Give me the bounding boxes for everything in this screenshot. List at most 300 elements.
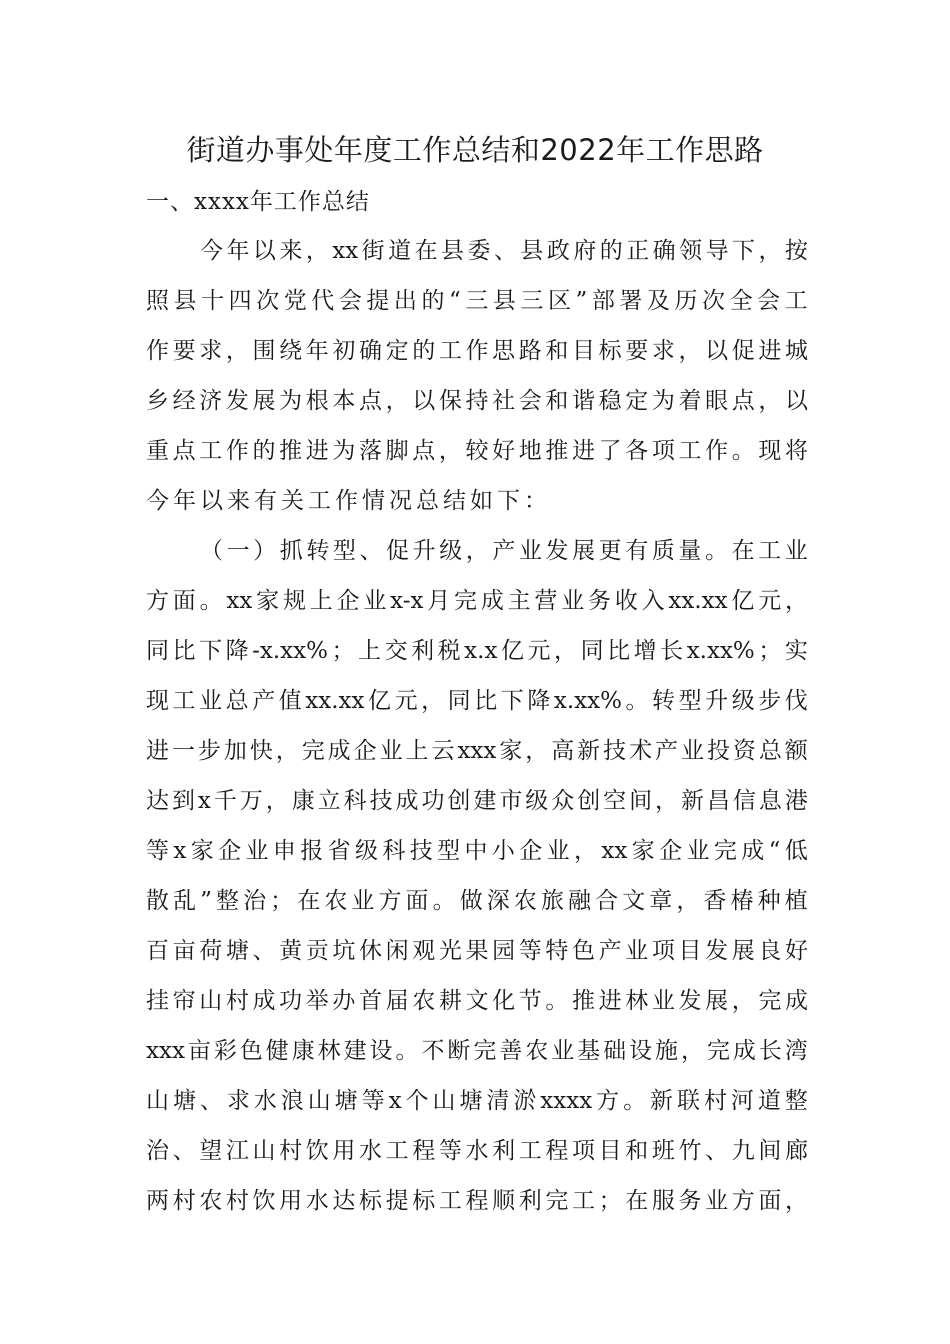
glyph: 提 — [366, 288, 390, 314]
glyph: 求 — [199, 338, 223, 364]
glyph: 亩 — [187, 1038, 211, 1064]
paragraph-line — [146, 826, 808, 876]
glyph: 业 — [518, 538, 542, 564]
glyph: 历 — [674, 288, 698, 314]
glyph: ， — [525, 738, 549, 764]
glyph: 降 — [225, 638, 249, 664]
glyph: ） — [253, 538, 277, 564]
paragraph-line — [146, 276, 808, 326]
glyph: 成 — [395, 788, 419, 814]
glyph: 伐 — [784, 688, 808, 714]
glyph: 好 — [492, 438, 516, 464]
glyph: 深 — [486, 888, 510, 914]
glyph: 展 — [705, 988, 729, 1014]
glyph: 的 — [412, 338, 436, 364]
glyph: 脚 — [385, 438, 409, 464]
glyph: 村 — [225, 988, 249, 1014]
glyph: 椿 — [730, 888, 754, 914]
glyph: ； — [331, 638, 355, 664]
glyph: 报 — [300, 838, 324, 864]
glyph: 基 — [577, 1038, 601, 1064]
glyph: ” — [575, 288, 588, 314]
glyph: 家 — [190, 838, 214, 864]
glyph: 推 — [279, 438, 303, 464]
glyph: 十 — [201, 288, 225, 314]
glyph: 完 — [473, 1038, 497, 1064]
glyph: ， — [225, 338, 249, 364]
glyph: 山 — [252, 1138, 276, 1164]
glyph: 完 — [545, 1188, 569, 1214]
glyph: 交 — [384, 638, 408, 664]
glyph: 党 — [283, 288, 307, 314]
glyph: 府 — [573, 238, 597, 264]
glyph: 领 — [679, 238, 703, 264]
glyph: ， — [573, 838, 597, 864]
glyph: 作 — [225, 438, 249, 464]
glyph: 为 — [651, 388, 675, 414]
glyph: 展 — [572, 538, 596, 564]
glyph: 村 — [703, 1088, 727, 1114]
glyph: 良 — [758, 938, 782, 964]
glyph: 术 — [629, 738, 653, 764]
glyph: 目 — [678, 938, 702, 964]
glyph: 额 — [784, 738, 808, 764]
glyph: 确 — [359, 338, 382, 364]
glyph: 做 — [459, 888, 483, 914]
glyph: 廊 — [785, 1138, 808, 1164]
glyph: 九 — [731, 1138, 755, 1164]
glyph: 信 — [732, 788, 756, 814]
glyph: 和 — [545, 338, 569, 364]
glyph: ， — [265, 788, 289, 814]
glyph: 定 — [385, 338, 409, 364]
glyph: ； — [270, 888, 294, 914]
glyph: 产 — [655, 738, 679, 764]
glyph: 技 — [369, 788, 393, 814]
glyph: 湾 — [784, 1038, 808, 1064]
glyph: 观 — [412, 938, 436, 964]
glyph: 步 — [197, 738, 221, 764]
glyph: 成 — [732, 1038, 756, 1064]
glyph: ， — [305, 238, 329, 264]
glyph: “ — [768, 838, 781, 864]
glyph: 届 — [385, 988, 409, 1014]
glyph: 方 — [596, 1088, 620, 1114]
glyph: 质 — [651, 538, 675, 564]
glyph: 及 — [646, 288, 670, 314]
glyph: 企 — [336, 588, 360, 614]
glyph: 升 — [705, 688, 729, 714]
glyph: 进 — [572, 438, 595, 464]
glyph: 道 — [388, 238, 412, 264]
glyph: ； — [598, 1188, 622, 1214]
glyph: 塘 — [172, 1088, 196, 1114]
glyph: 康 — [291, 1038, 315, 1064]
glyph: 好 — [785, 938, 808, 964]
glyph: 务 — [588, 588, 612, 614]
glyph: 城 — [785, 338, 808, 364]
glyph: 浪 — [280, 1088, 304, 1114]
glyph: 。 — [704, 538, 728, 564]
glyph: 竹 — [678, 1138, 702, 1164]
glyph: 息 — [758, 788, 782, 814]
glyph: 县 — [441, 238, 465, 264]
glyph: 新 — [577, 738, 601, 764]
glyph: 稳 — [598, 388, 622, 414]
glyph: 入 — [641, 588, 665, 614]
glyph: 面 — [405, 888, 429, 914]
glyph: 有 — [625, 538, 649, 564]
glyph: 科 — [382, 838, 406, 864]
glyph: 成 — [741, 838, 765, 864]
glyph: ， — [421, 688, 445, 714]
glyph: 耕 — [438, 988, 462, 1014]
glyph: 导 — [705, 238, 729, 264]
glyph: 总 — [758, 738, 782, 764]
glyph: 路 — [518, 338, 542, 364]
glyph: 亿 — [731, 588, 755, 614]
glyph: 推 — [545, 438, 569, 464]
glyph: 产 — [492, 538, 516, 564]
paragraph-line — [146, 776, 808, 826]
glyph: 文 — [622, 888, 646, 914]
glyph: 散 — [146, 888, 169, 914]
glyph: 申 — [272, 838, 296, 864]
glyph: 低 — [784, 838, 808, 864]
glyph: 了 — [598, 438, 622, 464]
glyph: 业 — [546, 838, 570, 864]
glyph: 业 — [705, 1188, 729, 1214]
glyph: xx.xx — [305, 688, 365, 714]
glyph: 较 — [465, 438, 489, 464]
glyph: 发 — [225, 388, 249, 414]
glyph: 完 — [301, 738, 325, 764]
glyph: 年 — [305, 338, 329, 364]
glyph: 完 — [758, 988, 782, 1014]
glyph: 级 — [354, 838, 378, 864]
glyph: 高 — [551, 738, 575, 764]
glyph: ， — [655, 788, 679, 814]
glyph: 文 — [465, 988, 489, 1014]
glyph: 三 — [465, 288, 489, 314]
glyph: 等 — [146, 838, 169, 864]
glyph: 投 — [706, 738, 730, 764]
glyph: ； — [758, 638, 782, 664]
glyph: 要 — [172, 338, 196, 364]
glyph: 利 — [518, 1188, 542, 1214]
glyph: 香 — [703, 888, 727, 914]
glyph: 果 — [465, 938, 489, 964]
glyph: 饮 — [305, 1138, 329, 1164]
glyph: 种 — [757, 888, 781, 914]
glyph: 上 — [405, 738, 429, 764]
glyph: 挂 — [146, 988, 169, 1014]
glyph: 工 — [385, 1138, 409, 1164]
glyph: 的 — [252, 438, 276, 464]
glyph: 举 — [305, 988, 329, 1014]
glyph: 家 — [256, 588, 280, 614]
glyph: 农 — [324, 888, 348, 914]
glyph: 林 — [317, 1038, 341, 1064]
glyph: 方 — [731, 1188, 755, 1214]
glyph: 业 — [686, 838, 710, 864]
glyph: 标 — [598, 338, 622, 364]
glyph: 眼 — [705, 388, 729, 414]
glyph: 工 — [199, 438, 223, 464]
glyph: 税 — [437, 638, 461, 664]
glyph: 农 — [199, 1188, 223, 1214]
glyph: 业 — [551, 1038, 575, 1064]
glyph: 长 — [758, 1038, 782, 1064]
glyph: 将 — [785, 438, 808, 464]
glyph: 农 — [513, 888, 537, 914]
glyph: 会 — [757, 288, 781, 314]
glyph: 以 — [785, 388, 808, 414]
glyph: 工 — [172, 688, 196, 714]
section-heading: 一、xxxx年工作总结 — [146, 189, 370, 215]
glyph: 的 — [421, 288, 445, 314]
glyph: 农 — [412, 988, 436, 1014]
glyph: 用 — [332, 1138, 356, 1164]
glyph: ， — [758, 388, 782, 414]
glyph: 初 — [332, 338, 356, 364]
glyph: 完 — [454, 588, 478, 614]
glyph: 业 — [379, 738, 403, 764]
glyph: 年 — [226, 238, 250, 264]
glyph: 持 — [465, 388, 489, 414]
paragraph-line — [146, 626, 808, 676]
glyph: 贡 — [305, 938, 329, 964]
glyph: ， — [275, 738, 299, 764]
glyph: 政 — [546, 238, 570, 264]
glyph: 化 — [492, 988, 516, 1014]
glyph: 下 — [199, 638, 223, 664]
glyph: xxx — [146, 1038, 185, 1064]
glyph: 一 — [226, 538, 250, 564]
glyph: 在 — [625, 1188, 649, 1214]
glyph: 署 — [619, 288, 643, 314]
glyph: 标 — [359, 1188, 382, 1214]
glyph: 间 — [758, 1138, 782, 1164]
glyph: 更 — [598, 538, 622, 564]
glyph: 创 — [577, 788, 601, 814]
glyph: 个 — [405, 1088, 429, 1114]
glyph: 小 — [491, 838, 515, 864]
glyph: 下 — [500, 688, 524, 714]
glyph: xx.xx — [668, 588, 728, 614]
glyph: 等 — [361, 1088, 385, 1114]
glyph: 等 — [518, 938, 542, 964]
glyph: “ — [449, 288, 461, 314]
glyph: 定 — [625, 388, 649, 414]
glyph: 企 — [353, 738, 377, 764]
glyph: 三 — [520, 288, 544, 314]
glyph: 以 — [252, 238, 276, 264]
glyph: 会 — [338, 288, 362, 314]
glyph: 代 — [311, 288, 335, 314]
glyph: 现 — [146, 688, 169, 714]
glyph: 两 — [146, 1188, 169, 1214]
glyph: 章 — [649, 888, 673, 914]
glyph: 帘 — [172, 988, 196, 1014]
glyph: 标 — [412, 1188, 436, 1214]
glyph: 工 — [518, 1138, 542, 1164]
glyph: 加 — [223, 738, 247, 764]
paragraph-line — [200, 226, 808, 276]
paragraph-line — [146, 376, 808, 426]
glyph: 在 — [297, 888, 321, 914]
glyph: 主 — [507, 588, 531, 614]
glyph: 休 — [359, 938, 382, 964]
glyph: 出 — [393, 288, 417, 314]
glyph: 整 — [216, 888, 239, 914]
glyph: 面 — [172, 588, 196, 614]
glyph: 治 — [243, 888, 267, 914]
glyph: 乱 — [173, 888, 197, 914]
paragraph-line — [200, 526, 808, 576]
glyph: 。 — [545, 988, 569, 1014]
glyph: 山 — [146, 1088, 169, 1114]
glyph: 础 — [603, 1038, 627, 1064]
glyph: 节 — [518, 988, 542, 1014]
glyph: 百 — [146, 938, 169, 964]
glyph: 旅 — [540, 888, 564, 914]
paragraph-line — [146, 1126, 808, 1176]
glyph: x — [197, 788, 211, 814]
glyph: 展 — [731, 938, 755, 964]
glyph: 望 — [199, 1138, 223, 1164]
glyph: ， — [554, 638, 578, 664]
glyph: 经 — [172, 388, 196, 414]
glyph: 省 — [327, 838, 351, 864]
glyph: 会 — [518, 388, 542, 414]
glyph: 业 — [245, 838, 269, 864]
paragraph-line — [146, 876, 808, 926]
glyph: 港 — [784, 788, 808, 814]
glyph: 顺 — [492, 1188, 516, 1214]
glyph: 工 — [758, 538, 782, 564]
glyph: 江 — [225, 1138, 249, 1164]
glyph: 次 — [702, 288, 726, 314]
glyph: 面 — [758, 1188, 782, 1214]
glyph: 荷 — [199, 938, 223, 964]
glyph: xxxx — [540, 1088, 593, 1114]
glyph: 企 — [218, 838, 242, 864]
paragraph-line — [146, 326, 808, 376]
glyph: 步 — [758, 688, 782, 714]
glyph: 产 — [252, 688, 276, 714]
glyph: 展 — [252, 388, 276, 414]
glyph: 街 — [361, 238, 385, 264]
paragraph-line — [146, 976, 808, 1026]
glyph: 完 — [706, 1038, 730, 1064]
glyph: 山 — [432, 1088, 456, 1114]
glyph: 社 — [492, 388, 516, 414]
glyph: 亩 — [172, 938, 196, 964]
glyph: 企 — [659, 838, 683, 864]
glyph: 水 — [305, 1188, 329, 1214]
glyph: 点 — [359, 388, 382, 414]
glyph: -x.xx% — [252, 638, 328, 664]
glyph: 林 — [625, 988, 649, 1014]
glyph: 技 — [603, 738, 627, 764]
glyph: 功 — [421, 788, 445, 814]
glyph: 县 — [492, 288, 516, 314]
glyph: 不 — [421, 1038, 445, 1064]
glyph: 完 — [713, 838, 737, 864]
paragraph-line — [146, 1176, 808, 1226]
glyph: 要 — [625, 338, 649, 364]
glyph: 村 — [225, 1188, 249, 1214]
glyph: 推 — [572, 988, 595, 1014]
glyph: 达 — [332, 1188, 356, 1214]
glyph: 保 — [438, 388, 462, 414]
glyph: 彩 — [213, 1038, 237, 1064]
glyph: 区 — [547, 288, 571, 314]
glyph: 、 — [493, 238, 517, 264]
glyph: 月 — [427, 588, 451, 614]
glyph: 立 — [317, 788, 341, 814]
glyph: 中 — [464, 838, 488, 864]
glyph: 工 — [572, 1188, 595, 1214]
glyph: 植 — [784, 888, 808, 914]
glyph: 元 — [394, 688, 418, 714]
glyph: 村 — [172, 1188, 196, 1214]
glyph: 。 — [731, 438, 755, 464]
glyph: 班 — [651, 1138, 675, 1164]
glyph: 设 — [629, 1038, 653, 1064]
glyph: 规 — [282, 588, 306, 614]
glyph: 合 — [595, 888, 619, 914]
glyph: 发 — [545, 538, 569, 564]
glyph: 、 — [359, 538, 383, 564]
glyph: 点 — [172, 438, 196, 464]
glyph: 总 — [225, 688, 249, 714]
glyph: 业 — [363, 588, 387, 614]
glyph: 次 — [256, 288, 280, 314]
glyph: 县 — [520, 238, 544, 264]
paragraph-line: 今年以来有关工作情况总结如下： — [146, 488, 551, 514]
glyph: 联 — [676, 1088, 700, 1114]
glyph: 水 — [359, 1138, 382, 1164]
glyph: xxx — [457, 738, 497, 764]
glyph: 型 — [437, 838, 461, 864]
glyph: 目 — [598, 1138, 622, 1164]
glyph: 善 — [499, 1038, 523, 1064]
glyph: 山 — [199, 988, 223, 1014]
glyph: 抓 — [279, 538, 303, 564]
glyph: 实 — [784, 638, 808, 664]
glyph: 万 — [239, 788, 263, 814]
glyph: 确 — [652, 238, 676, 264]
glyph: ， — [438, 438, 462, 464]
glyph: 同 — [447, 688, 471, 714]
glyph: 收 — [614, 588, 638, 614]
glyph: 成 — [480, 588, 504, 614]
glyph: 坑 — [332, 938, 356, 964]
glyph: 委 — [467, 238, 491, 264]
glyph: 比 — [172, 638, 196, 664]
glyph: 办 — [332, 988, 356, 1014]
glyph: 设 — [369, 1038, 393, 1064]
glyph: 清 — [486, 1088, 510, 1114]
glyph: 型 — [678, 688, 702, 714]
glyph: 营 — [534, 588, 558, 614]
glyph: 务 — [678, 1188, 702, 1214]
glyph: 级 — [439, 538, 463, 564]
glyph: 、 — [199, 1088, 223, 1114]
glyph: x — [173, 838, 187, 864]
